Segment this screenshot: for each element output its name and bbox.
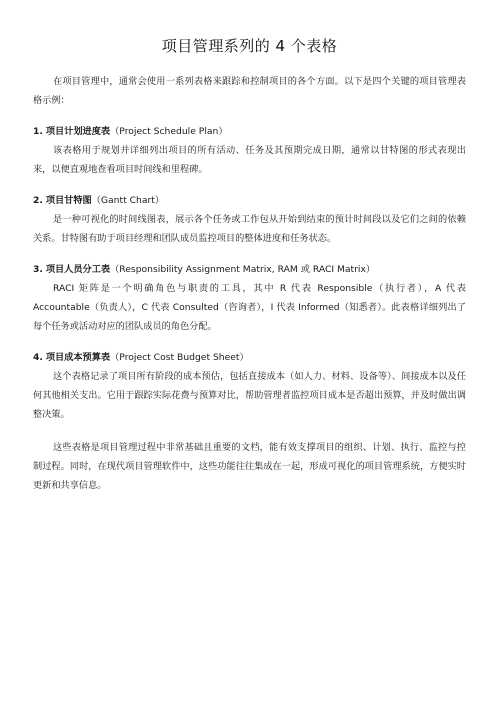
section-body: 该表格用于规划并详细列出项目的所有活动、任务及其预期完成日期，通常以甘特图的形式表现出来，以便直观地查看项目时间线和里程碑。 bbox=[33, 145, 466, 175]
section-heading bbox=[33, 124, 466, 140]
section-title-en: （Project Cost Budget Sheet） bbox=[110, 352, 249, 363]
section-4 bbox=[33, 350, 466, 424]
section-title: 项目计划进度表 bbox=[45, 126, 111, 137]
section-number: 4. bbox=[33, 352, 43, 363]
intro-paragraph: 在项目管理中，通常会使用一系列表格来跟踪和控制项目的各个方面。以下是四个关键的项目管理表格示例： bbox=[33, 76, 466, 106]
section-2 bbox=[33, 193, 466, 248]
section-title-en: （Responsibility Assignment Matrix, RAM 或 RACI Matrix） bbox=[110, 264, 376, 275]
section-body: RACI 矩阵是一个明确角色与职责的工具，其中 R 代表 Responsible（执行者），A 代表 Accountable（负责人），C 代表 Consulted（咨询者），I 代表 Informed（知悉者）。此表格详细列出了每个任务或活动对应的团队成员的角色分配。 bbox=[33, 283, 466, 332]
section-number: 2. bbox=[33, 195, 43, 206]
section-title: 项目成本预算表 bbox=[45, 352, 111, 363]
section-number: 1. bbox=[33, 126, 43, 137]
section-1 bbox=[33, 124, 466, 179]
section-title: 项目人员分工表 bbox=[45, 264, 111, 275]
closing-paragraph: 这些表格是项目管理过程中非常基础且重要的文档，能有效支撑项目的组织、计划、执行、监控与控制过程。同时，在现代项目管理软件中，这些功能往往集成在一起，形成可视化的项目管理系统，方便实时更新和共享信息。 bbox=[33, 442, 466, 491]
section-title: 项目甘特图 bbox=[45, 195, 92, 206]
section-number: 3. bbox=[33, 264, 43, 275]
section-3 bbox=[33, 262, 466, 336]
section-heading bbox=[33, 193, 466, 209]
page-title: 项目管理系列的 4 个表格 bbox=[161, 37, 338, 55]
section-body: 这个表格记录了项目所有阶段的成本预估，包括直接成本（如人力、材料、设备等）、间接成本以及任何其他相关支出。它用于跟踪实际花费与预算对比，帮助管理者监控项目成本是否超出预算，并及时做出调整决策。 bbox=[33, 371, 466, 420]
section-heading bbox=[33, 350, 466, 366]
section-title-en: （Project Schedule Plan） bbox=[110, 126, 228, 137]
section-heading bbox=[33, 262, 466, 278]
section-title-en: （Gantt Chart） bbox=[91, 195, 165, 206]
section-body: 是一种可视化的时间线图表，展示各个任务或工作包从开始到结束的预计时间段以及它们之间的依赖关系。甘特图有助于项目经理和团队成员监控项目的整体进度和任务状态。 bbox=[33, 214, 466, 244]
